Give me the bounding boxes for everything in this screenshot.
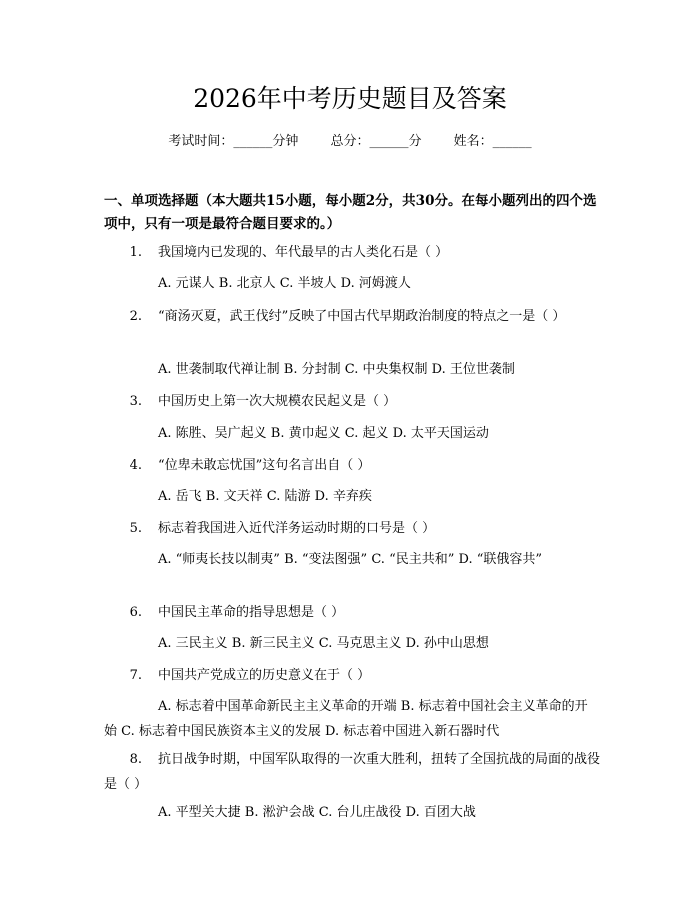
question-number: 2. <box>129 309 142 324</box>
question-number: 4. <box>129 458 142 473</box>
question-stem: 抗日战争时期，中国军队取得的一次重大胜利，扭转了全国抗战的局面的战役是（ ） <box>104 752 601 792</box>
question-stem: 我国境内已发现的、年代最早的古人类化石是（ ） <box>158 245 449 260</box>
question-1-options: A. 元谋人 B. 北京人 C. 半坡人 D. 河姆渡人 <box>158 276 411 291</box>
exam-meta <box>0 133 700 151</box>
question-7 <box>104 663 600 688</box>
question-stem: 中国共产党成立的历史意义在于（ ） <box>158 668 371 683</box>
question-1 <box>104 240 600 265</box>
question-2-options: A. 世袭制取代禅让制 B. 分封制 C. 中央集权制 D. 王位世袭制 <box>158 362 515 377</box>
question-8-options: A. 平型关大捷 B. 淞沪会战 C. 台儿庄战役 D. 百团大战 <box>158 805 476 820</box>
question-6-options: A. 三民主义 B. 新三民主义 C. 马克思主义 D. 孙中山思想 <box>158 636 489 651</box>
question-2 <box>104 304 600 329</box>
question-number: 5. <box>129 521 142 536</box>
total-score-field: 总分：______分 <box>330 134 422 149</box>
question-number: 7. <box>129 668 142 683</box>
question-7-options: A. 标志着中国革命新民主主义革命的开端 B. 标志着中国社会主义革命的开始 C. 标志着中国民族资本主义的发展 D. 标志着中国进入新石器时代 <box>104 699 588 739</box>
question-stem: “商汤灭夏，武王伐纣”反映了中国古代早期政治制度的特点之一是（ ） <box>158 309 566 324</box>
section-header: 一、单项选择题（本大题共15小题，每小题2分，共30分。在每小题列出的四个选项中，只有一项是最符合题目要求的。） <box>104 193 597 232</box>
question-3-options: A. 陈胜、吴广起义 B. 黄巾起义 C. 起义 D. 太平天国运动 <box>158 426 489 441</box>
question-stem: “位卑未敢忘忧国”这句名言出自（ ） <box>158 458 371 473</box>
question-number: 3. <box>129 394 142 409</box>
student-name-field: 姓名：______ <box>453 134 532 149</box>
question-stem: 中国历史上第一次大规模农民起义是（ ） <box>158 394 397 409</box>
question-number: 6. <box>129 605 142 620</box>
question-stem: 标志着我国进入近代洋务运动时期的口号是（ ） <box>158 521 436 536</box>
question-5 <box>104 516 600 541</box>
question-5-options: A. “师夷长技以制夷” B. “变法图强” C. “民主共和” D. “联俄容共” <box>158 552 543 567</box>
question-3 <box>104 389 600 414</box>
question-8 <box>104 747 600 797</box>
document-title: 2026年中考历史题目及答案 <box>193 84 507 113</box>
question-4 <box>104 453 600 478</box>
question-6 <box>104 600 600 625</box>
question-number: 1. <box>129 245 142 260</box>
question-stem: 中国民主革命的指导思想是（ ） <box>158 605 345 620</box>
question-4-options: A. 岳飞 B. 文天祥 C. 陆游 D. 辛弃疾 <box>158 489 372 504</box>
question-number: 8. <box>129 752 142 767</box>
exam-time-field: 考试时间：______分钟 <box>168 134 299 149</box>
